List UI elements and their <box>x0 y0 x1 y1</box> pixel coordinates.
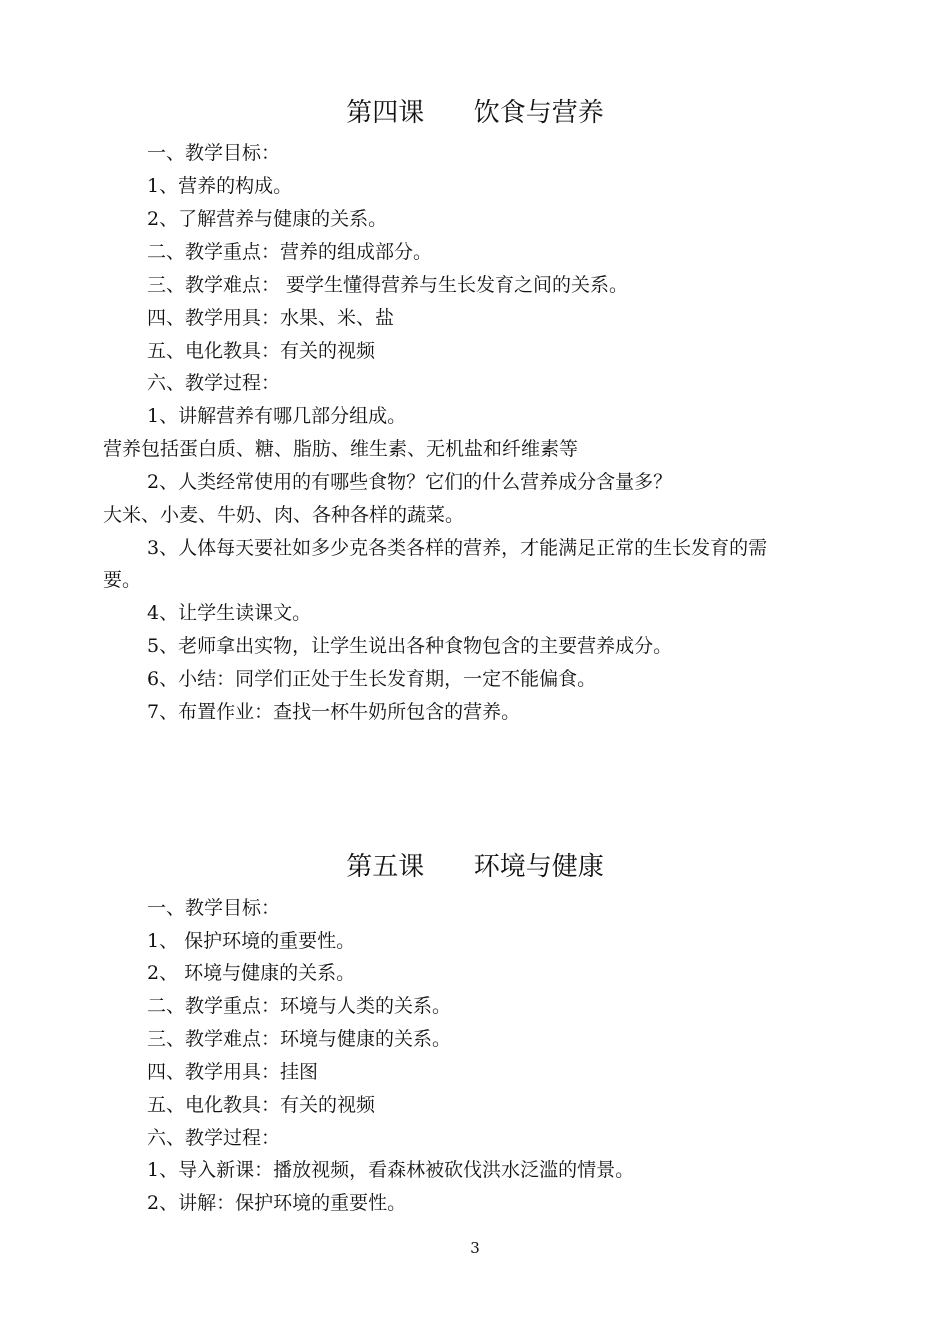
lesson-4-line: 2、人类经常使用的有哪些食物？它们的什么营养成分含量多？ <box>147 471 673 493</box>
lesson-4-line: 7、布置作业：查找一杯牛奶所包含的营养。 <box>147 701 521 723</box>
lesson-4-line: 三、教学难点： 要学生懂得营养与生长发育之间的关系。 <box>147 274 629 296</box>
lesson-5-line: 二、教学重点：环境与人类的关系。 <box>147 995 452 1017</box>
lesson-4-title: 第四课 饮食与营养 <box>346 98 604 128</box>
lesson-5-line: 四、教学用具：挂图 <box>147 1061 319 1083</box>
lesson-4-line: 1、营养的构成。 <box>147 175 293 197</box>
lesson-5-line: 三、教学难点：环境与健康的关系。 <box>147 1028 452 1050</box>
lesson-4-line: 营养包括蛋白质、糖、脂肪、维生素、无机盐和纤维素等 <box>103 438 579 460</box>
lesson-5-line: 1、导入新课：播放视频，看森林被砍伐洪水泛滥的情景。 <box>147 1159 635 1181</box>
lesson-4-line: 四、教学用具：水果、米、盐 <box>147 307 395 329</box>
page-number: 3 <box>470 1239 480 1257</box>
lesson-4-line: 4、让学生读课文。 <box>147 602 312 624</box>
lesson-5-line: 2、讲解：保护环境的重要性。 <box>147 1192 407 1214</box>
lesson-4-line: 五、电化教具：有关的视频 <box>147 340 376 362</box>
lesson-5-line: 五、电化教具：有关的视频 <box>147 1094 376 1116</box>
lesson-4-line: 大米、小麦、牛奶、肉、各种各样的蔬菜。 <box>103 504 465 526</box>
lesson-5-line: 六、教学过程： <box>147 1127 281 1149</box>
lesson-4-line: 5、老师拿出实物，让学生说出各种食物包含的主要营养成分。 <box>147 635 673 657</box>
lesson-4-line: 要。 <box>103 569 142 591</box>
lesson-4-line: 6、小结：同学们正处于生长发育期，一定不能偏食。 <box>147 668 597 690</box>
lesson-5-line: 1、 保护环境的重要性。 <box>147 930 356 952</box>
lesson-4-line: 二、教学重点：营养的组成部分。 <box>147 241 433 263</box>
lesson-4-line: 一、教学目标： <box>147 142 281 164</box>
lesson-4-line: 1、讲解营养有哪几部分组成。 <box>147 405 407 427</box>
lesson-4-line: 六、教学过程： <box>147 372 281 394</box>
lesson-4-line: 3、人体每天要社如多少克各类各样的营养，才能满足正常的生长发育的需 <box>147 537 768 559</box>
lesson-5-line: 一、教学目标： <box>147 897 281 919</box>
lesson-5-line: 2、 环境与健康的关系。 <box>147 962 356 984</box>
lesson-4-line: 2、了解营养与健康的关系。 <box>147 208 388 230</box>
lesson-5-title: 第五课 环境与健康 <box>346 852 604 882</box>
